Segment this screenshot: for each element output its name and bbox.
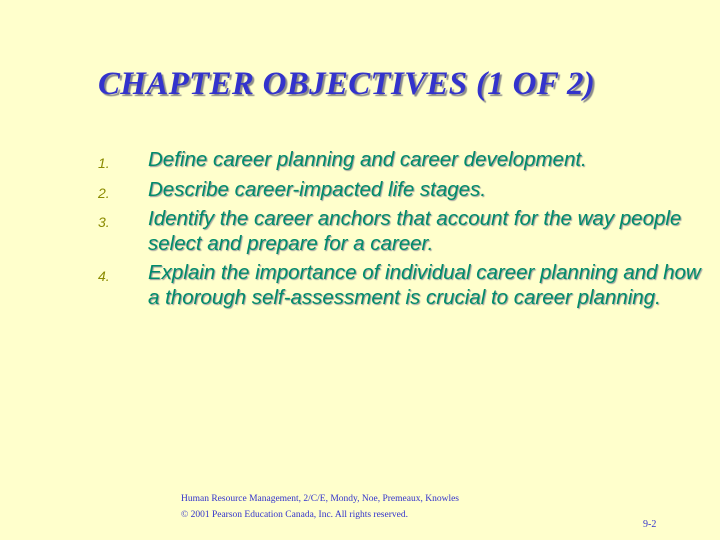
objectives-list <box>98 148 708 315</box>
objective-text: Explain the importance of individual career planning and how a thorough self-assessment is crucial to career planning. <box>148 261 701 309</box>
objective-number: 3. <box>98 214 110 230</box>
objective-number: 4. <box>98 268 110 284</box>
objective-item <box>98 178 708 203</box>
objective-item <box>98 261 708 310</box>
objective-item <box>98 207 708 256</box>
objective-text: Define career planning and career development. <box>148 148 587 171</box>
objective-text: Identify the career anchors that account for the way people select and prepare for a career. <box>148 207 682 255</box>
slide-title: CHAPTER OBJECTIVES (1 OF 2) <box>98 66 596 102</box>
objective-number: 2. <box>98 184 110 201</box>
footer <box>181 491 459 523</box>
page-number: 9-2 <box>643 519 657 530</box>
footer-citation: Human Resource Management, 2/C/E, Mondy, Noe, Premeaux, Knowles <box>181 494 459 504</box>
objective-text: Describe career-impacted life stages. <box>148 177 487 201</box>
objective-item <box>98 148 708 173</box>
objective-number: 1. <box>98 155 110 171</box>
footer-copyright: © 2001 Pearson Education Canada, Inc. All rights reserved. <box>181 510 408 520</box>
